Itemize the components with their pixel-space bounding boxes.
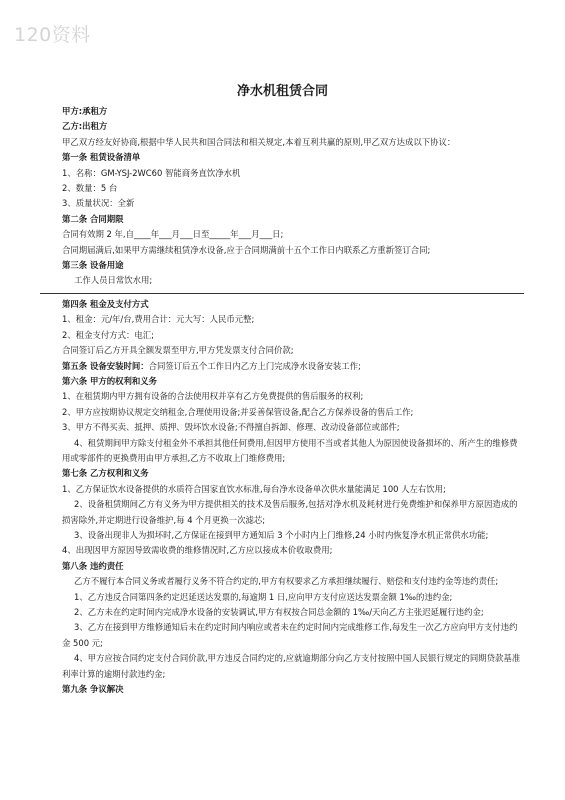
article-2-title: 第二条 合同期限 [62, 213, 124, 224]
article-2-renewal: 合同期届满后,如果甲方需继续租赁净水设备,应于合同期满前十五个工作日内联系乙方重新签订合同; [62, 244, 431, 255]
article-9-title: 第九条 争议解决 [62, 684, 124, 695]
article-4-item: 1、租金：元/年/台,费用合计：元大写：人民币元整; [62, 314, 255, 325]
article-7-title: 第七条 乙方权利和义务 [62, 468, 149, 479]
article-7-item: 1、乙方保证饮水设备提供的水质符合国家直饮水标准,每台净水设备单次供水量能满足 100 人左右饮用; [62, 483, 446, 494]
article-1-item: 2、数量：5 台 [62, 183, 118, 194]
section-divider [40, 293, 524, 294]
article-6-item: 1、在租赁期内甲方拥有设备的合法使用权并享有乙方免费提供的售后服务的权利; [62, 391, 364, 402]
intro-text: 甲乙双方经友好协商,根据中华人民共和国合同法和相关规定,本着互利共赢的原则,甲乙双方达成以下协议： [62, 136, 456, 147]
article-6-item: 3、甲方不得买卖、抵押、质押、毁坏饮水设备;不得擅自拆卸、修理、改动设备部位或部件; [62, 422, 400, 433]
document-title: 净水机租赁合同 [236, 84, 328, 99]
article-1-title: 第一条 租赁设备清单 [62, 152, 141, 163]
article-3-text: 工作人员日常饮水用; [74, 275, 153, 286]
watermark: 120资料 [14, 24, 91, 46]
contract-body [62, 104, 522, 697]
article-8-item: 1、乙方违反合同第四条约定迟延送达发票的,每逾期 1 日,应向甲方支付应送达发票金额 1‰的违约金; [74, 591, 453, 602]
article-7-item: 3、设备出现非人为损坏时,乙方保证在接到甲方通知后 3 个小时内上门维修,24 小时内恢复净水机正常供水功能; [74, 529, 489, 540]
article-1-item: 3、质量状况：全新 [62, 198, 135, 209]
party-b: 乙方:出租方 [62, 121, 108, 132]
article-4-invoice: 合同签订后乙方开具全额发票至甲方,甲方凭发票支付合同价款; [62, 345, 294, 356]
article-6-title: 第六条 甲方的权利和义务 [62, 375, 158, 386]
article-5 [62, 359, 522, 374]
article-8-item: 3、乙方在接到甲方维修通知后未在约定时间内响应或者未在约定时间内完成维修工作,每发生一次乙方应向甲方支付违约金 500 元; [62, 622, 518, 648]
article-8-item: 2、乙方未在约定时间内完成净水设备的安装调试,甲方有权按合同总金额的 1‰/天向乙方主张迟延履行违约金; [74, 607, 484, 617]
article-8-intro: 乙方不履行本合同义务或者履行义务不符合约定的,甲方有权要求乙方承担继续履行、赔偿和支付违约金等违约责任; [74, 576, 499, 587]
article-8-title: 第八条 违约责任 [62, 560, 124, 571]
article-7-item: 4、出现因甲方原因导致需收费的维修情况时,乙方应以接成本价收取费用; [62, 545, 333, 556]
article-4-item: 2、租金支付方式：电汇; [62, 329, 154, 340]
party-a: 甲方:承租方 [62, 106, 108, 116]
article-1-item: 1、名称：GM-YSJ-2WC60 智能商务直饮净水机 [62, 167, 241, 178]
article-5-text: 合同签订后五个工作日内乙方上门完成净水设备安装工作; [148, 360, 361, 371]
article-7-item: 2、设备租赁期间乙方有义务为甲方提供相关的技术及售后服务,包括对净水机及耗材进行免费维护和保养甲方原因造成的损害除外,并定期进行设备维护,每 4 个月更换一次滤芯; [62, 499, 518, 525]
article-6-item: 4、租赁期间甲方除支付租金外不承担其他任何费用,但因甲方使用不当或者其他人为原因使设备损坏的、所产生的维修费用或零部件的更换费用由甲方承担,乙方不收取上门维修费用; [62, 437, 518, 463]
article-2-term: 合同有效期 2 年,自____年___月___日至_____年___月___日; [62, 229, 284, 240]
article-5-title: 第五条 设备安装时间： [62, 360, 149, 371]
article-6-item: 2、甲方应按期协议规定交纳租金,合理使用设备;并妥善保管设备,配合乙方保养设备的售后工作; [62, 406, 414, 417]
article-3-title: 第三条 设备用途 [62, 260, 124, 271]
article-4-title: 第四条 租金及支付方式 [62, 298, 149, 309]
article-8-item: 4、甲方应按合同约定支付合同价款,甲方违反合同约定的,应就逾期部分向乙方支付按照中国人民银行规定的同期贷款基准利率计算的逾期付款违约金; [62, 653, 521, 679]
